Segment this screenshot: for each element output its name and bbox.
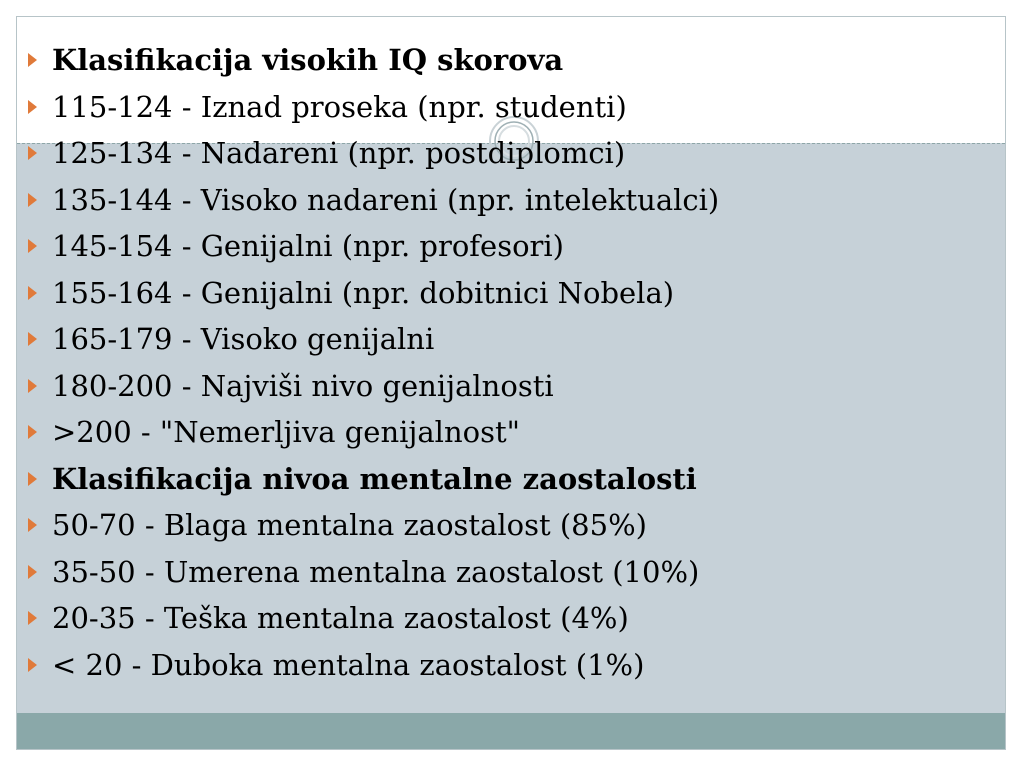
- list-item-text: 115-124 - Iznad proseka (npr. studenti): [52, 89, 627, 124]
- list-item-text: < 20 - Duboka mentalna zaostalost (1%): [52, 647, 645, 682]
- list-item: [25, 37, 995, 84]
- list-item: [25, 456, 995, 503]
- triangle-right-icon: [28, 658, 37, 672]
- bullet-list: [25, 37, 995, 688]
- slide: [16, 16, 1006, 750]
- list-item: [25, 363, 995, 410]
- list-item: [25, 409, 995, 456]
- list-item: [25, 595, 995, 642]
- triangle-right-icon: [28, 472, 37, 486]
- triangle-right-icon: [28, 565, 37, 579]
- list-item: [25, 130, 995, 177]
- list-item-text: 50-70 - Blaga mentalna zaostalost (85%): [52, 508, 647, 543]
- list-item-text: 35-50 - Umerena mentalna zaostalost (10%): [52, 554, 700, 589]
- list-item: [25, 502, 995, 549]
- list-item: [25, 270, 995, 317]
- triangle-right-icon: [28, 193, 37, 207]
- triangle-right-icon: [28, 53, 37, 67]
- list-item-text: 20-35 - Teška mentalna zaostalost (4%): [52, 601, 629, 636]
- triangle-right-icon: [28, 146, 37, 160]
- triangle-right-icon: [28, 611, 37, 625]
- list-item: [25, 177, 995, 224]
- list-item-text: 165-179 - Visoko genijalni: [52, 322, 435, 357]
- triangle-right-icon: [28, 239, 37, 253]
- list-item-text: 135-144 - Visoko nadareni (npr. intelektualci): [52, 182, 720, 217]
- list-item-text: 155-164 - Genijalni (npr. dobitnici Nobela): [52, 275, 675, 310]
- list-item-text: Klasifikacija nivoa mentalne zaostalosti: [52, 461, 697, 496]
- triangle-right-icon: [28, 332, 37, 346]
- triangle-right-icon: [28, 518, 37, 532]
- triangle-right-icon: [28, 379, 37, 393]
- footer-band: [17, 713, 1005, 749]
- list-item: [25, 549, 995, 596]
- triangle-right-icon: [28, 286, 37, 300]
- list-item-text: 125-134 - Nadareni (npr. postdiplomci): [52, 136, 626, 171]
- list-item: [25, 223, 995, 270]
- list-item: [25, 316, 995, 363]
- list-item-text: >200 - "Nemerljiva genijalnost": [52, 415, 520, 450]
- triangle-right-icon: [28, 100, 37, 114]
- triangle-right-icon: [28, 425, 37, 439]
- list-item: [25, 84, 995, 131]
- list-item-text: Klasifikacija visokih IQ skorova: [52, 43, 564, 78]
- list-item: [25, 642, 995, 689]
- list-item-text: 180-200 - Najviši nivo genijalnosti: [52, 368, 554, 403]
- list-item-text: 145-154 - Genijalni (npr. profesori): [52, 229, 564, 264]
